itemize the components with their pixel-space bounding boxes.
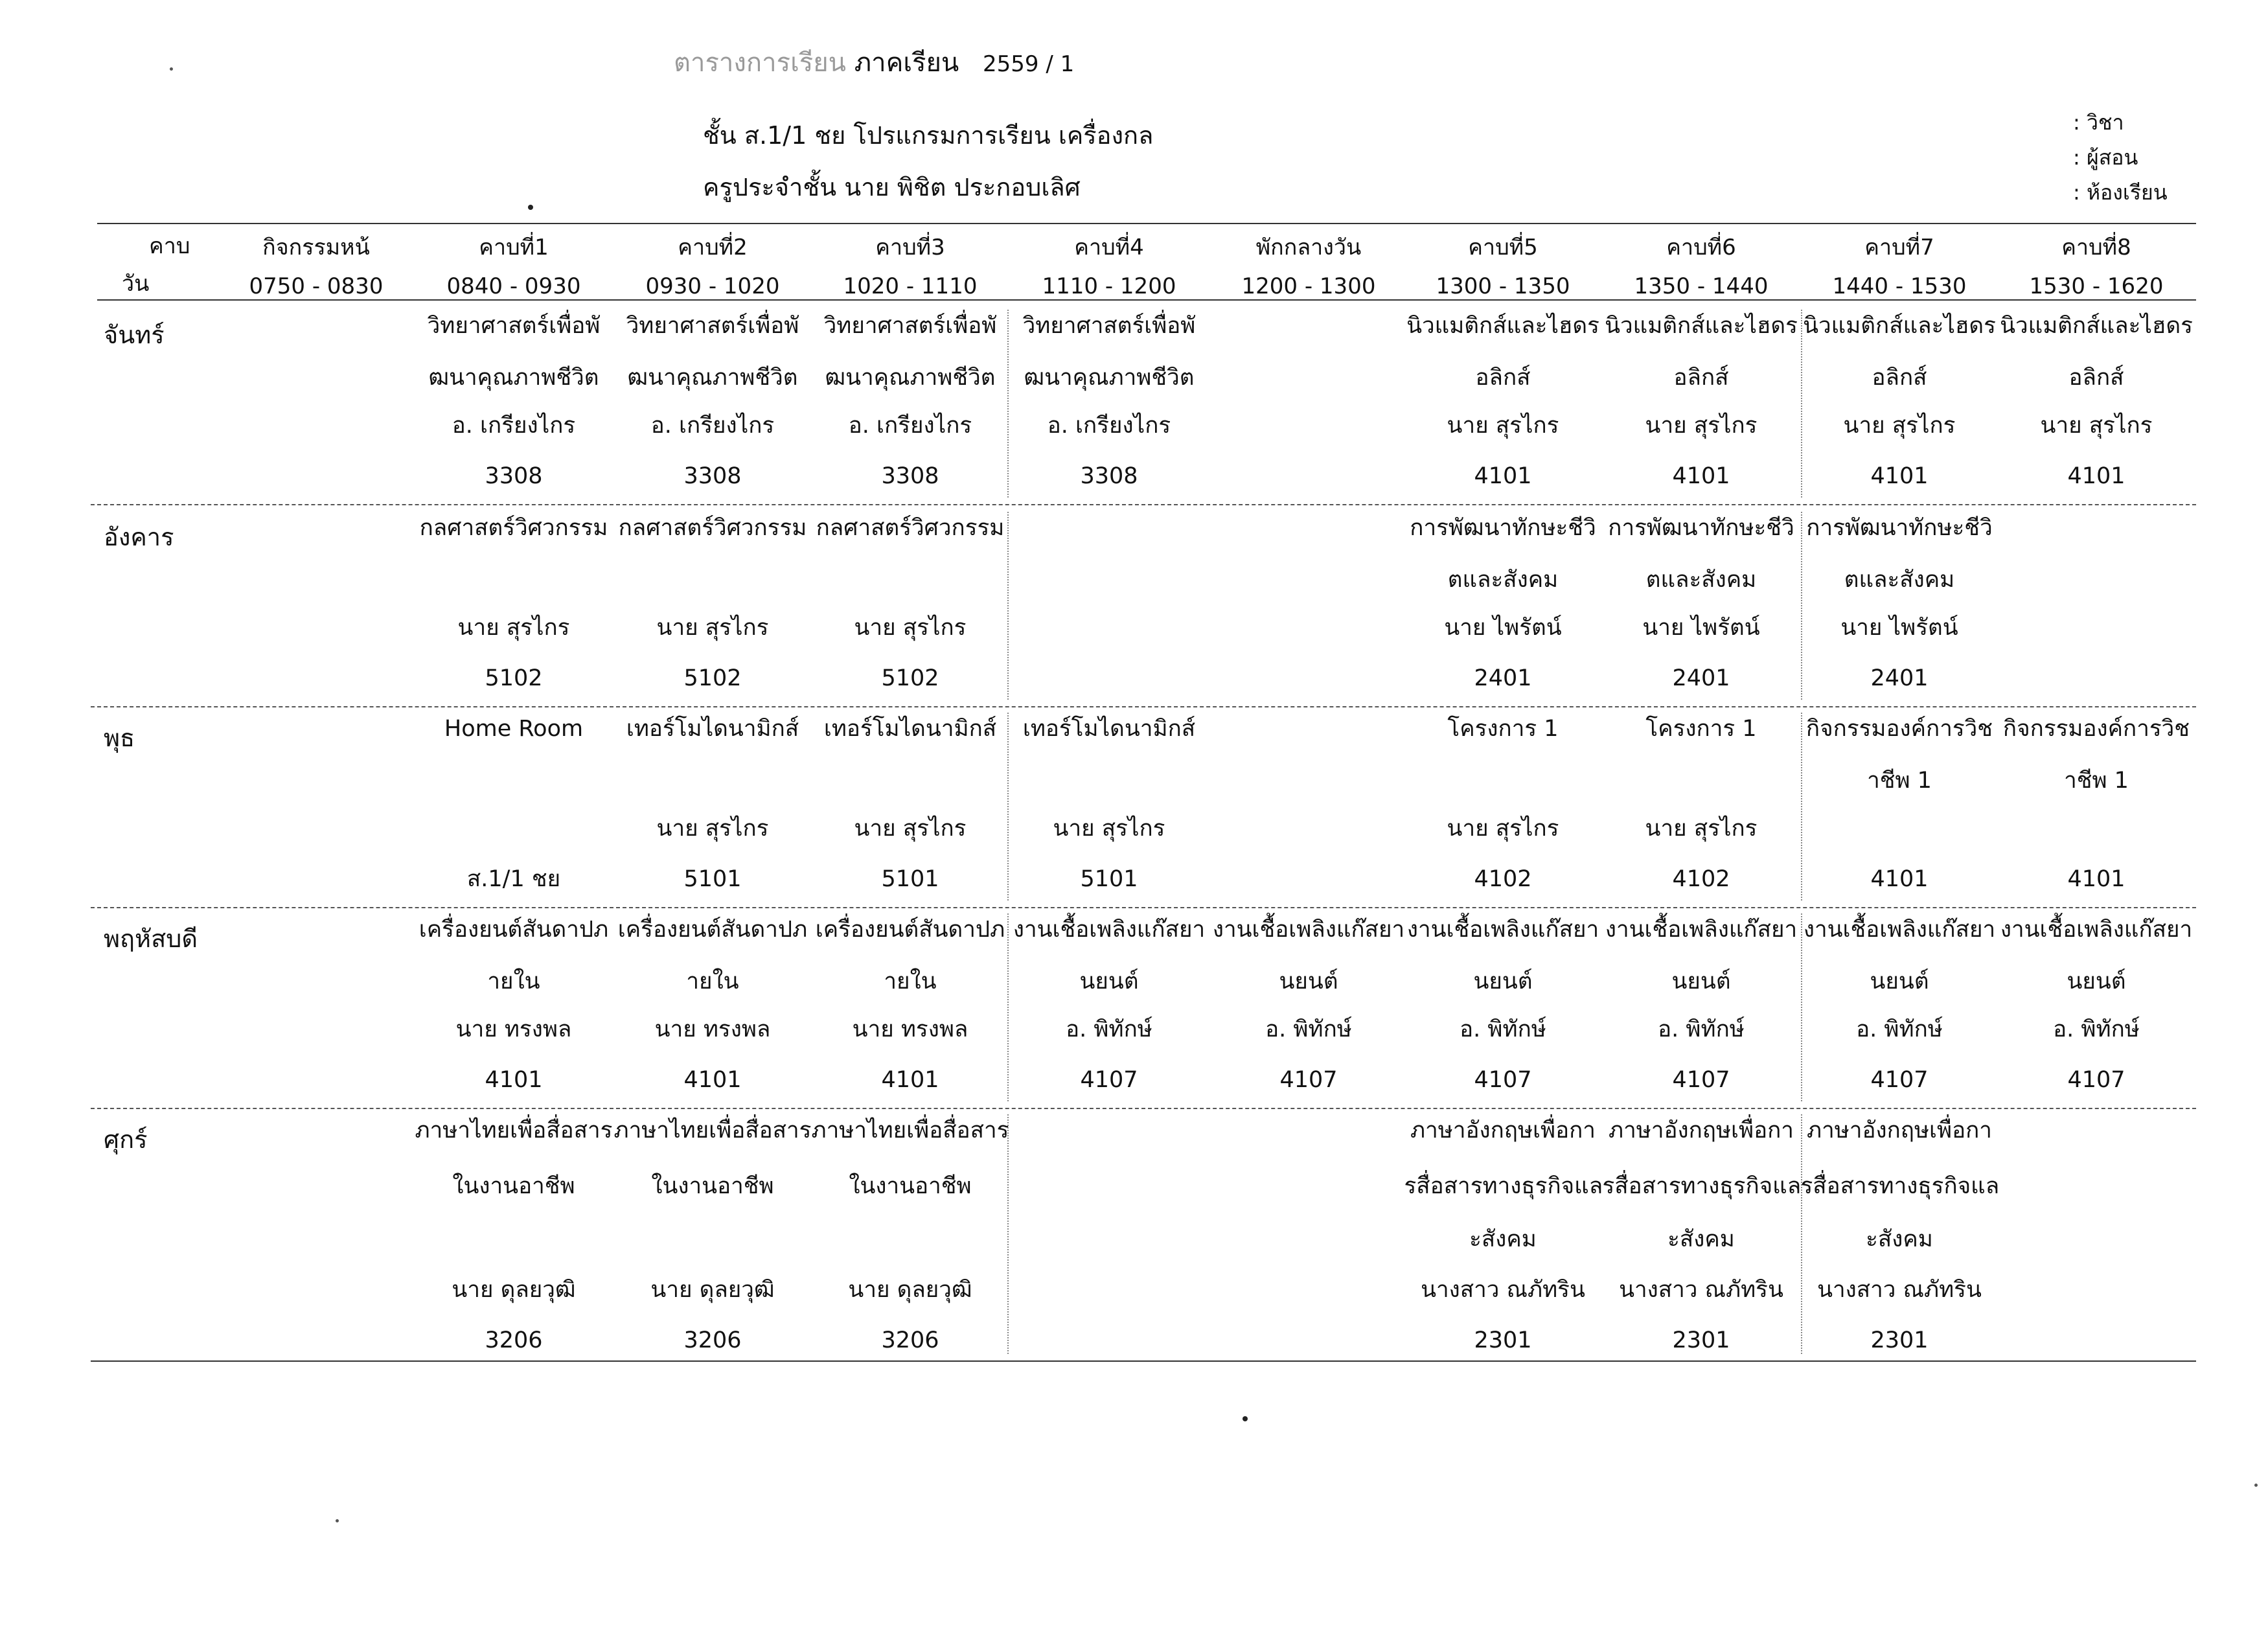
cell-subject: กิจกรรมองค์การวิช bbox=[2002, 716, 2190, 742]
row-separator bbox=[91, 504, 2196, 505]
cell-subject: วิทยาศาสตร์เพื่อพั bbox=[823, 313, 997, 339]
cell-subject: กิจกรรมองค์การวิช bbox=[1805, 716, 1993, 742]
cell-teacher: อ. เกรียงไกร bbox=[452, 413, 576, 439]
header-column-label: คาบที่5 bbox=[1468, 235, 1538, 260]
cell-subject: เครื่องยนต์สันดาปภ bbox=[815, 917, 1005, 943]
cell-teacher: นาย สุรไกร bbox=[656, 816, 769, 842]
document-title bbox=[674, 41, 1074, 83]
day-label: จันทร์ bbox=[104, 321, 165, 349]
cell-subject: ฒนาคุณภาพชีวิต bbox=[1024, 365, 1195, 391]
header-column-time: 0930 - 1020 bbox=[645, 273, 780, 299]
cell-subject: ภาษาอังกฤษเพื่อกา bbox=[1410, 1118, 1596, 1143]
corner-period-label: คาบ bbox=[149, 233, 190, 259]
header-bottom-rule bbox=[97, 299, 2196, 301]
cell-subject: ตและสังคม bbox=[1645, 567, 1757, 593]
cell-room: 4101 bbox=[683, 1067, 742, 1093]
cell-teacher: นาย สุรไกร bbox=[1843, 413, 1956, 439]
header-column-label: คาบที่8 bbox=[2061, 235, 2131, 260]
cell-subject: ฒนาคุณภาพชีวิต bbox=[627, 365, 798, 391]
cell-room: 5101 bbox=[1080, 866, 1138, 892]
cell-subject: นยนต์ bbox=[1473, 969, 1533, 994]
cell-teacher: นาย สุรไกร bbox=[1447, 413, 1559, 439]
cell-subject: ฒนาคุณภาพชีวิต bbox=[825, 365, 996, 391]
row-separator bbox=[91, 706, 2196, 707]
header-column-label: คาบที่1 bbox=[479, 235, 549, 260]
header-column-time: 1200 - 1300 bbox=[1241, 273, 1376, 299]
cell-room: 4101 bbox=[2067, 463, 2125, 489]
cell-room: 3308 bbox=[683, 463, 742, 489]
class-line: ชั้น ส.1/1 ชย โปรแกรมการเรียน เครื่องกล bbox=[703, 121, 1154, 150]
cell-teacher: นาย สุรไกร bbox=[656, 615, 769, 641]
cell-subject: ะสังคม bbox=[1469, 1226, 1537, 1252]
header-column-label: กิจกรรมหน้ bbox=[262, 235, 370, 260]
cell-room: 2401 bbox=[1870, 665, 1929, 691]
cell-subject: เครื่องยนต์สันดาปภ bbox=[617, 917, 808, 943]
scan-speck bbox=[2254, 1484, 2258, 1487]
cell-teacher: นาย สุรไกร bbox=[457, 615, 570, 641]
cell-subject: ภาษาอังกฤษเพื่อกา bbox=[1609, 1118, 1794, 1143]
cell-subject: ายใน bbox=[884, 969, 937, 994]
cell-subject: ตและสังคม bbox=[1447, 567, 1559, 593]
cell-subject: ตและสังคม bbox=[1844, 567, 1955, 593]
cell-subject: การพัฒนาทักษะชีวิ bbox=[1806, 515, 1993, 541]
cell-room: 4107 bbox=[1279, 1067, 1338, 1093]
cell-room: 2301 bbox=[1870, 1327, 1929, 1353]
cell-teacher: อ. พิทักษ์ bbox=[2053, 1016, 2140, 1042]
cell-subject: ะสังคม bbox=[1667, 1226, 1735, 1252]
cell-room: 4101 bbox=[1870, 463, 1929, 489]
cell-teacher: อ. พิทักษ์ bbox=[1265, 1016, 1352, 1042]
cell-teacher: นาย สุรไกร bbox=[1645, 413, 1758, 439]
cell-room: 4101 bbox=[1672, 463, 1730, 489]
day-label: พฤหัสบดี bbox=[104, 924, 198, 953]
cell-room: 4101 bbox=[2067, 866, 2125, 892]
cell-subject: าชีพ 1 bbox=[2064, 768, 2129, 794]
cell-subject: Home Room bbox=[444, 716, 584, 742]
cell-teacher: อ. เกรียงไกร bbox=[1047, 413, 1171, 439]
row-separator bbox=[91, 1360, 2196, 1362]
cell-subject: โครงการ 1 bbox=[1645, 716, 1757, 742]
cell-room: 2401 bbox=[1672, 665, 1730, 691]
cell-teacher: อ. เกรียงไกร bbox=[848, 413, 972, 439]
cell-subject: รสื่อสารทางธุรกิจแล bbox=[1800, 1173, 2000, 1199]
cell-teacher: อ. พิทักษ์ bbox=[1066, 1016, 1152, 1042]
cell-room: 3308 bbox=[485, 463, 543, 489]
scan-speck bbox=[336, 1519, 339, 1522]
cell-subject: ภาษาไทยเพื่อสื่อสาร bbox=[613, 1118, 812, 1143]
cell-room: 2401 bbox=[1474, 665, 1532, 691]
cell-teacher: อ. พิทักษ์ bbox=[1856, 1016, 1943, 1042]
cell-subject: งานเชื้อเพลิงแก๊สยา bbox=[2000, 917, 2193, 943]
cell-room: 2301 bbox=[1672, 1327, 1730, 1353]
cell-subject: วิทยาศาสตร์เพื่อพั bbox=[427, 313, 601, 339]
header-column-time: 1350 - 1440 bbox=[1634, 273, 1769, 299]
cell-teacher: นาย ทรงพล bbox=[852, 1016, 968, 1042]
cell-teacher: นาย ดุลยวุฒิ bbox=[848, 1277, 972, 1303]
row-separator bbox=[91, 907, 2196, 908]
cell-subject: ะสังคม bbox=[1866, 1226, 1933, 1252]
cell-teacher: อ. พิทักษ์ bbox=[1460, 1016, 1546, 1042]
cell-room: ส.1/1 ชย bbox=[466, 866, 561, 892]
cell-subject: อลิกส์ bbox=[2068, 365, 2124, 391]
cell-teacher: อ. เกรียงไกร bbox=[650, 413, 775, 439]
cell-room: 4107 bbox=[2067, 1067, 2125, 1093]
header-column-label: พักกลางวัน bbox=[1255, 235, 1362, 260]
cell-room: 5102 bbox=[683, 665, 742, 691]
header-column-time: 1440 - 1530 bbox=[1832, 273, 1967, 299]
cell-teacher: นาย ไพรัตน์ bbox=[1642, 615, 1760, 641]
cell-subject: ในงานอาชีพ bbox=[849, 1173, 972, 1199]
cell-subject: รสื่อสารทางธุรกิจแล bbox=[1602, 1173, 1802, 1199]
cell-subject: การพัฒนาทักษะชีวิ bbox=[1608, 515, 1794, 541]
cell-subject: งานเชื้อเพลิงแก๊สยา bbox=[1803, 917, 1996, 943]
cell-subject: งานเชื้อเพลิงแก๊สยา bbox=[1406, 917, 1599, 943]
row-separator bbox=[91, 1108, 2196, 1109]
header-column-time: 0840 - 0930 bbox=[446, 273, 581, 299]
cell-room: 4102 bbox=[1672, 866, 1730, 892]
cell-room: 5101 bbox=[683, 866, 742, 892]
cell-subject: เครื่องยนต์สันดาปภ bbox=[418, 917, 609, 943]
cell-teacher: นาย สุรไกร bbox=[1447, 816, 1559, 842]
cell-subject: ายใน bbox=[487, 969, 540, 994]
cell-room: 3206 bbox=[683, 1327, 742, 1353]
cell-subject: นยนต์ bbox=[1870, 969, 1929, 994]
cell-subject: งานเชื้อเพลิงแก๊สยา bbox=[1212, 917, 1405, 943]
cell-subject: าชีพ 1 bbox=[1867, 768, 1932, 794]
header-column-label: คาบที่2 bbox=[678, 235, 748, 260]
cell-subject: วิทยาศาสตร์เพื่อพั bbox=[626, 313, 799, 339]
cell-room: 5101 bbox=[881, 866, 939, 892]
cell-room: 2301 bbox=[1474, 1327, 1532, 1353]
cell-subject: โครงการ 1 bbox=[1447, 716, 1559, 742]
cell-teacher: นาย ทรงพล bbox=[654, 1016, 771, 1042]
legend-room: : ห้องเรียน bbox=[2073, 180, 2168, 205]
legend-subject: : วิชา bbox=[2073, 110, 2124, 135]
cell-subject: นิวแมติกส์และไฮดร bbox=[1803, 313, 1996, 339]
header-column-time: 1300 - 1350 bbox=[1436, 273, 1570, 299]
cell-room: 4102 bbox=[1474, 866, 1532, 892]
cell-subject: เทอร์โมไดนามิกส์ bbox=[626, 716, 799, 742]
day-label: ศุกร์ bbox=[104, 1125, 148, 1154]
cell-subject: นิวแมติกส์และไฮดร bbox=[2000, 313, 2193, 339]
scan-dot bbox=[528, 205, 533, 210]
table-top-rule bbox=[97, 223, 2196, 224]
cell-room: 3308 bbox=[1080, 463, 1138, 489]
cell-subject: ในงานอาชีพ bbox=[452, 1173, 575, 1199]
cell-subject: รสื่อสารทางธุรกิจแล bbox=[1404, 1173, 1603, 1199]
cell-teacher: นาย สุรไกร bbox=[1053, 816, 1165, 842]
cell-subject: กลศาสตร์วิศวกรรม bbox=[419, 515, 608, 541]
cell-subject: กลศาสตร์วิศวกรรม bbox=[816, 515, 1005, 541]
cell-teacher: นาย สุรไกร bbox=[1645, 816, 1758, 842]
cell-subject: อลิกส์ bbox=[1673, 365, 1729, 391]
header-column-label: คาบที่6 bbox=[1666, 235, 1736, 260]
header-column-time: 1110 - 1200 bbox=[1042, 273, 1176, 299]
title-year: 2559 / 1 bbox=[982, 51, 1075, 77]
cell-room: 4101 bbox=[1870, 866, 1929, 892]
cell-teacher: นาย สุรไกร bbox=[854, 615, 967, 641]
cell-subject: ภาษาไทยเพื่อสื่อสาร bbox=[811, 1118, 1009, 1143]
cell-subject: อลิกส์ bbox=[1475, 365, 1531, 391]
scan-speck bbox=[170, 67, 173, 71]
cell-teacher: นาย ดุลยวุฒิ bbox=[452, 1277, 576, 1303]
cell-subject: ฒนาคุณภาพชีวิต bbox=[428, 365, 599, 391]
header-column-label: คาบที่4 bbox=[1074, 235, 1144, 260]
cell-teacher: นางสาว ณภัทริน bbox=[1421, 1277, 1585, 1303]
cell-room: 4107 bbox=[1672, 1067, 1730, 1093]
header-column-time: 1020 - 1110 bbox=[843, 273, 978, 299]
scan-dot bbox=[1243, 1416, 1248, 1421]
cell-subject: นยนต์ bbox=[2067, 969, 2126, 994]
title-term: ภาคเรียน bbox=[854, 48, 959, 78]
cell-subject: ในงานอาชีพ bbox=[651, 1173, 774, 1199]
cell-subject: นิวแมติกส์และไฮดร bbox=[1406, 313, 1599, 339]
cell-subject: เทอร์โมไดนามิกส์ bbox=[1022, 716, 1196, 742]
cell-room: 4107 bbox=[1080, 1067, 1138, 1093]
cell-subject: ภาษาไทยเพื่อสื่อสาร bbox=[415, 1118, 613, 1143]
cell-subject: นยนต์ bbox=[1279, 969, 1338, 994]
column-separator bbox=[1007, 1114, 1009, 1354]
header-column-time: 0750 - 0830 bbox=[249, 273, 384, 299]
cell-subject: ายใน bbox=[686, 969, 739, 994]
title-prefix: ตารางการเรียน bbox=[674, 48, 847, 78]
cell-teacher: นาย ทรงพล bbox=[455, 1016, 572, 1042]
cell-subject: ภาษาอังกฤษเพื่อกา bbox=[1807, 1118, 1992, 1143]
cell-subject: เทอร์โมไดนามิกส์ bbox=[823, 716, 997, 742]
header-column-label: คาบที่3 bbox=[875, 235, 945, 260]
cell-subject: นยนต์ bbox=[1079, 969, 1139, 994]
cell-teacher: นาย สุรไกร bbox=[854, 816, 967, 842]
corner-day-label: วัน bbox=[122, 271, 150, 297]
legend-teacher: : ผู้สอน bbox=[2073, 145, 2138, 170]
header-column-time: 1530 - 1620 bbox=[2029, 273, 2164, 299]
cell-room: 4101 bbox=[485, 1067, 543, 1093]
cell-teacher: นางสาว ณภัทริน bbox=[1619, 1277, 1783, 1303]
cell-room: 3308 bbox=[881, 463, 939, 489]
cell-room: 4101 bbox=[881, 1067, 939, 1093]
cell-room: 3206 bbox=[881, 1327, 939, 1353]
cell-teacher: นาย สุรไกร bbox=[2040, 413, 2153, 439]
cell-subject: การพัฒนาทักษะชีวิ bbox=[1410, 515, 1596, 541]
cell-subject: งานเชื้อเพลิงแก๊สยา bbox=[1605, 917, 1798, 943]
cell-teacher: นาย ไพรัตน์ bbox=[1444, 615, 1562, 641]
cell-room: 4107 bbox=[1474, 1067, 1532, 1093]
header-column-label: คาบที่7 bbox=[1864, 235, 1934, 260]
cell-room: 5102 bbox=[881, 665, 939, 691]
cell-room: 4101 bbox=[1474, 463, 1532, 489]
cell-room: 5102 bbox=[485, 665, 543, 691]
cell-subject: นยนต์ bbox=[1671, 969, 1731, 994]
day-label: อังคาร bbox=[104, 523, 174, 551]
cell-subject: อลิกส์ bbox=[1872, 365, 1927, 391]
cell-teacher: นาย ไพรัตน์ bbox=[1840, 615, 1958, 641]
cell-subject: งานเชื้อเพลิงแก๊สยา bbox=[1013, 917, 1206, 943]
cell-teacher: อ. พิทักษ์ bbox=[1658, 1016, 1745, 1042]
day-label: พุธ bbox=[104, 724, 135, 752]
teacher-line: ครูประจำชั้น นาย พิชิต ประกอบเลิศ bbox=[703, 173, 1081, 201]
cell-teacher: นาย ดุลยวุฒิ bbox=[650, 1277, 775, 1303]
cell-teacher: นางสาว ณภัทริน bbox=[1817, 1277, 1982, 1303]
cell-subject: กลศาสตร์วิศวกรรม bbox=[618, 515, 807, 541]
cell-subject: นิวแมติกส์และไฮดร bbox=[1605, 313, 1798, 339]
cell-subject: วิทยาศาสตร์เพื่อพั bbox=[1022, 313, 1196, 339]
cell-room: 3206 bbox=[485, 1327, 543, 1353]
cell-room: 4107 bbox=[1870, 1067, 1929, 1093]
